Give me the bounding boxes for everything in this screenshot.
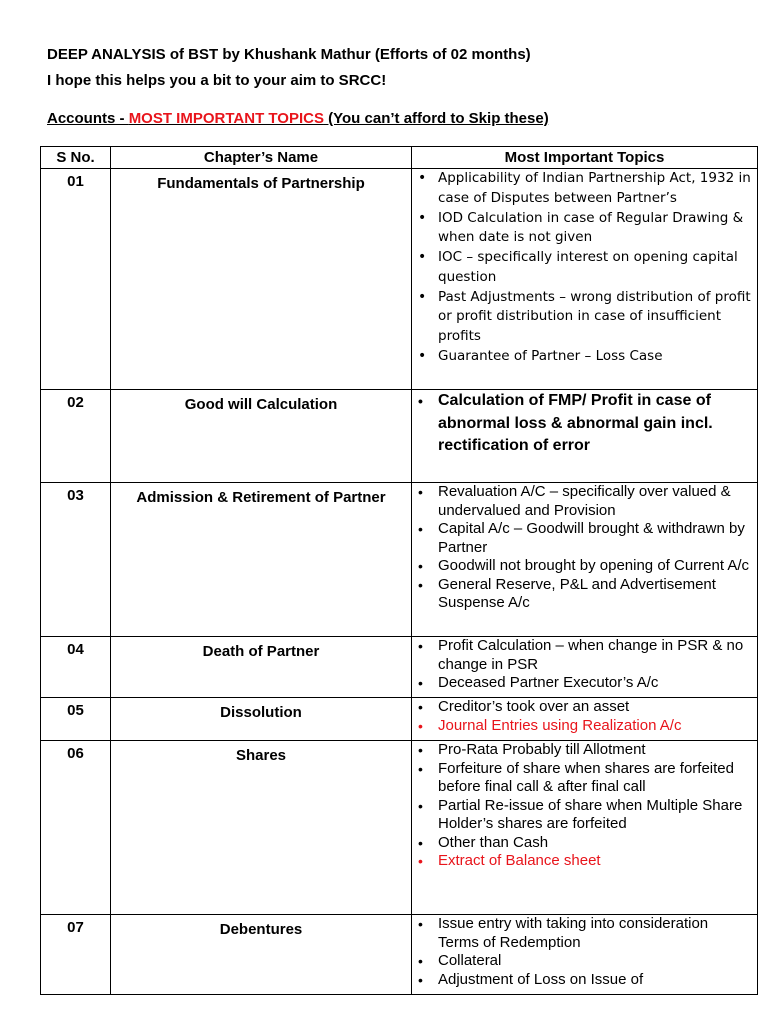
topic-list	[412, 169, 757, 366]
column-header-chapter: Chapter’s Name	[111, 147, 412, 169]
topics-cell	[412, 741, 758, 915]
topic-list	[412, 637, 757, 693]
chapter-name: Death of Partner	[111, 637, 412, 698]
document-title: DEEP ANALYSIS of BST by Khushank Mathur (Efforts of 02 months)	[47, 46, 531, 63]
topics-cell	[412, 483, 758, 637]
topics-cell	[412, 390, 758, 483]
chapter-name: Dissolution	[111, 698, 412, 741]
section-suffix: (You can’t afford to Skip these)	[323, 110, 549, 127]
table-row	[41, 915, 758, 995]
table-row	[41, 169, 758, 390]
section-highlight: MOST IMPORTANT TOPICS	[128, 110, 324, 127]
topic-item: • Guarantee of Partner – Loss Case	[438, 347, 751, 367]
topics-cell	[412, 915, 758, 995]
row-number: 02	[41, 390, 111, 483]
topic-list	[412, 915, 757, 989]
topic-list	[412, 483, 757, 613]
topic-item: • Capital A/c – Goodwill brought & withdrawn by Partner	[438, 520, 751, 557]
row-number: 03	[41, 483, 111, 637]
section-heading	[47, 110, 549, 127]
topic-item: • Partial Re-issue of share when Multiple Share Holder’s shares are forfeited	[438, 797, 751, 834]
column-header-topics: Most Important Topics	[412, 147, 758, 169]
chapter-name: Shares	[111, 741, 412, 915]
chapter-name: Debentures	[111, 915, 412, 995]
topic-list	[412, 741, 757, 871]
row-number: 01	[41, 169, 111, 390]
section-prefix: Accounts -	[47, 110, 129, 127]
row-number: 04	[41, 637, 111, 698]
topic-item: • IOD Calculation in case of Regular Drawing & when date is not given	[438, 209, 751, 248]
table-row	[41, 390, 758, 483]
topic-item: • Issue entry with taking into consideration Terms of Redemption	[438, 915, 751, 952]
topic-item: • Revaluation A/C – specifically over valued & undervalued and Provision	[438, 483, 751, 520]
topic-item: • General Reserve, P&L and Advertisement Suspense A/c	[438, 576, 751, 613]
topic-item: • Deceased Partner Executor’s A/c	[438, 674, 751, 693]
topic-item: • IOC – specifically interest on opening capital question	[438, 248, 751, 287]
chapter-name: Good will Calculation	[111, 390, 412, 483]
topic-item: • Forfeiture of share when shares are forfeited before final call & after final call	[438, 760, 751, 797]
topic-item: • Calculation of FMP/ Profit in case of abnormal loss & abnormal gain incl. rectification of error	[438, 390, 751, 458]
table-row	[41, 741, 758, 915]
topic-list	[412, 390, 757, 458]
topics-cell	[412, 637, 758, 698]
topic-item: • Profit Calculation – when change in PSR & no change in PSR	[438, 637, 751, 674]
topic-item: • Extract of Balance sheet	[438, 852, 751, 871]
document-subtitle: I hope this helps you a bit to your aim to SRCC!	[47, 72, 387, 89]
row-number: 07	[41, 915, 111, 995]
topics-cell	[412, 169, 758, 390]
table-row	[41, 483, 758, 637]
table-header-row	[41, 147, 758, 169]
topic-item: • Pro-Rata Probably till Allotment	[438, 741, 751, 760]
chapter-name: Fundamentals of Partnership	[111, 169, 412, 390]
topic-item: • Journal Entries using Realization A/c	[438, 717, 751, 736]
topic-item: • Other than Cash	[438, 834, 751, 853]
topics-table	[40, 146, 758, 995]
row-number: 05	[41, 698, 111, 741]
topics-cell	[412, 698, 758, 741]
chapter-name: Admission & Retirement of Partner	[111, 483, 412, 637]
topic-item: • Collateral	[438, 952, 751, 971]
row-number: 06	[41, 741, 111, 915]
table-row	[41, 637, 758, 698]
table-row	[41, 698, 758, 741]
topic-item: • Creditor’s took over an asset	[438, 698, 751, 717]
column-header-sno: S No.	[41, 147, 111, 169]
topic-list	[412, 698, 757, 735]
topic-item: • Past Adjustments – wrong distribution of profit or profit distribution in case of insufficient profits	[438, 288, 751, 347]
topic-item: • Applicability of Indian Partnership Act, 1932 in case of Disputes between Partner’s	[438, 169, 751, 208]
topic-item: • Adjustment of Loss on Issue of	[438, 971, 751, 990]
topic-item: • Goodwill not brought by opening of Current A/c	[438, 557, 751, 576]
